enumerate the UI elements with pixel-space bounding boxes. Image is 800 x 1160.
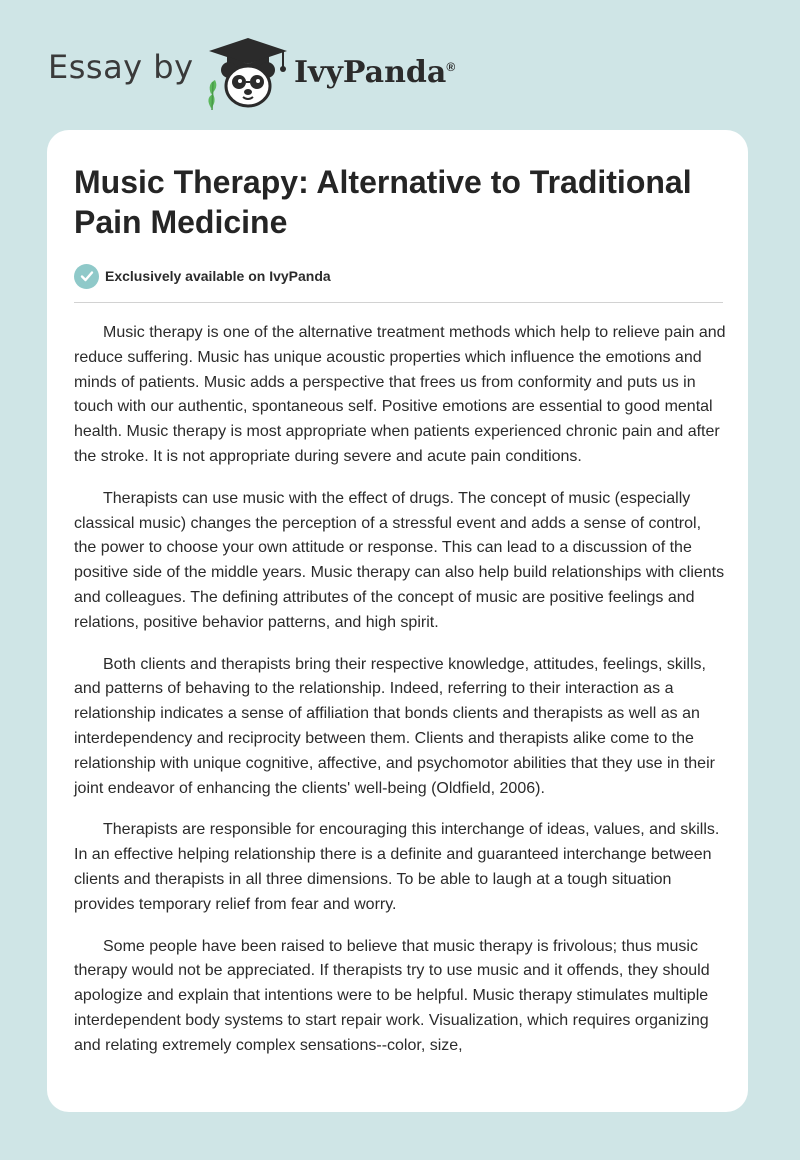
paragraph: Both clients and therapists bring their respective knowledge, attitudes, feelings, skills, and patterns of behaving to the relationship. Indeed, referring to their interaction as a relationship indicates a sense of affiliation that bonds clients and therapists as well as an interdependency and reciprocity between them. Clients and therapists alike come to the relationship with unique cognitive, affective, and psychomotor abilities that they use in their joint endeavor of enhancing the clients' well-being (Oldfield, 2006). xyxy=(74,655,715,797)
registered-mark: ® xyxy=(446,60,456,74)
paragraph: Therapists can use music with the effect of drugs. The concept of music (especially classical music) changes the perception of a stressful event and adds a sense of control, the power to choose your own attitude or response. This can lead to a discussion of the positive side of the middle years. Music therapy can also help build relationships with clients and colleagues. The defining attributes of the concept of music are positive feelings and relations, positive behavior patterns, and high spirit. xyxy=(74,489,725,631)
checkmark-icon xyxy=(74,264,99,289)
panda-graduate-logo-icon[interactable] xyxy=(203,36,293,110)
paragraph: Therapists are responsible for encouraging this interchange of ideas, values, and skills. In an effective helping relationship there is a definite and guaranteed interchange between clients and therapists in all three dimensions. To be able to laugh at a tough situation provides temporary relief from fear and worry. xyxy=(74,821,720,913)
site-header xyxy=(0,0,800,130)
brand-text: IvyPanda xyxy=(294,55,447,90)
exclusive-badge xyxy=(74,263,331,289)
essay-body xyxy=(74,321,726,1076)
exclusive-label: Exclusively available on IvyPanda xyxy=(105,268,331,284)
essay-by-label: Essay by xyxy=(48,48,194,86)
essay-card xyxy=(47,130,748,1112)
divider xyxy=(74,302,723,303)
brand-name[interactable] xyxy=(294,55,455,90)
page-title: Music Therapy: Alternative to Traditional Pain Medicine xyxy=(74,164,692,240)
paragraph: Music therapy is one of the alternative treatment methods which help to relieve pain and reduce suffering. Music has unique acoustic properties which influence the emotions and minds of patients. Music adds a perspective that frees us from conformity and puts us in touch with our authentic, spontaneous self. Positive emotions are essential to good mental health. Music therapy is most appropriate when patients experienced chronic pain and after the stroke. It is not appropriate during severe and acute pain conditions. xyxy=(74,324,726,465)
paragraph: Some people have been raised to believe that music therapy is frivolous; thus music therapy would not be appreciated. If therapists try to use music and it offends, they should apologize and explain that intentions were to be helpful. Music therapy stimulates multiple interdependent body systems to start repair work. Visualization, which requires organizing and relating extremely complex sensations--color, size, xyxy=(74,937,710,1054)
